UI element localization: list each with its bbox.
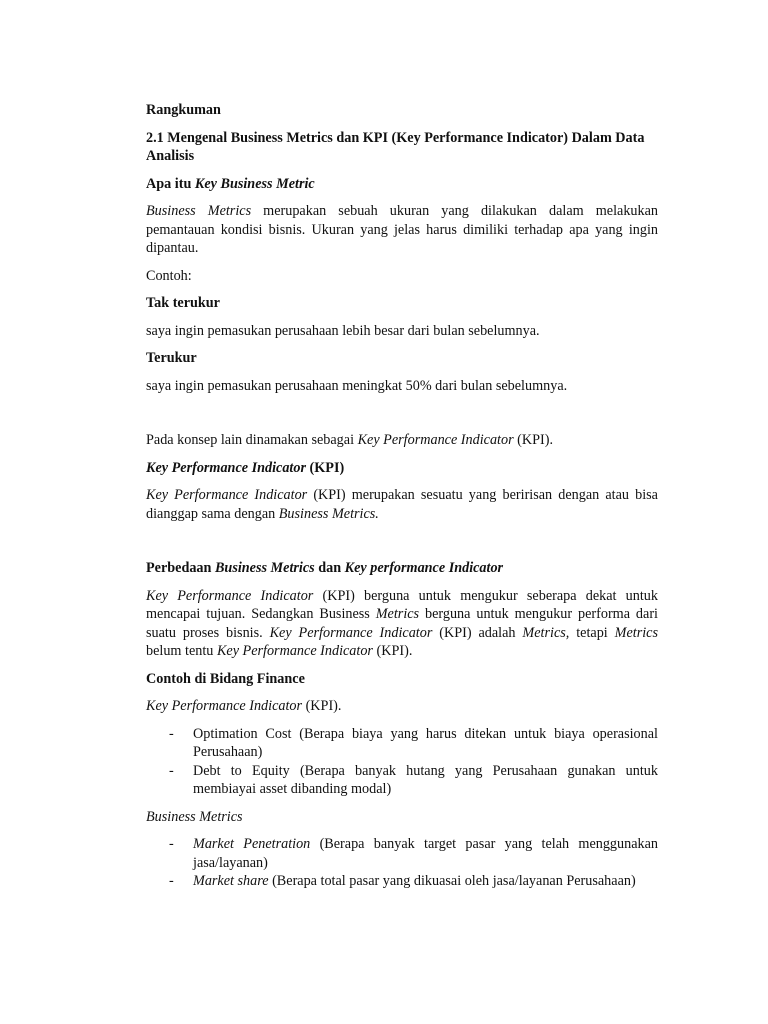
perbedaan-p-i4: Metrics, [522, 624, 570, 641]
perbedaan-p-i2: Metrics [375, 606, 420, 622]
perbedaan-p-t4: tetapi [569, 624, 615, 641]
heading-perbedaan [146, 559, 658, 578]
heading-apa-itu [146, 175, 658, 194]
list-item [146, 762, 658, 799]
heading-kpi [146, 459, 658, 478]
konsep-suffix: (KPI). [513, 432, 554, 448]
label-kpi [146, 697, 658, 716]
dash-bullet: - [169, 873, 174, 889]
business-metrics-list [146, 835, 658, 891]
heading-apa-itu-italic: Key Business Metric [194, 175, 315, 192]
heading-terukur: Terukur [146, 350, 197, 366]
list-item [146, 725, 658, 762]
paragraph-terukur: saya ingin pemasukan perusahaan meningkat 50% dari bulan sebelumnya. [146, 377, 568, 394]
definition-text: merupakan sebuah ukuran yang dilakukan dalam melakukan pemantauan kondisi bisnis. Ukuran yang jelas harus dimiliki terhadap apa yang ingin dipantau. [146, 203, 658, 256]
heading-rangkuman: Rangkuman [146, 102, 221, 118]
paragraph-tak-terukur: saya ingin pemasukan perusahaan lebih besar dari bulan sebelumnya. [146, 322, 540, 339]
perbedaan-p-t5: belum tentu [146, 643, 217, 659]
kpi-def-italic-2: Business Metrics. [278, 505, 379, 522]
perbedaan-p-t2: berguna untuk mengukur performa dari suatu proses bisnis. [146, 606, 658, 641]
perbedaan-p-t1: (KPI) berguna untuk mengukur seberapa dekat untuk mencapai tujuan. Sedangkan Business [146, 587, 658, 622]
bm-item-italic: Market share [193, 873, 269, 889]
konsep-italic: Key Performance Indicator [357, 432, 514, 448]
document-content [146, 101, 658, 891]
heading-apa-itu-prefix: Apa itu [146, 175, 195, 192]
dash-bullet: - [169, 762, 174, 779]
list-item [146, 872, 658, 891]
kpi-item-text: Debt to Equity (Berapa banyak hutang yang Perusahaan gunakan untuk membiayai asset dibanding modal) [193, 762, 658, 797]
list-item [146, 835, 658, 872]
heading-kpi-suffix: (KPI) [305, 459, 345, 476]
paragraph-business-metrics-definition [146, 202, 658, 258]
kpi-def-mid: (KPI) merupakan sesuatu yang beririsan dengan atau bisa dianggap sama dengan [146, 487, 658, 522]
label-kpi-suffix: (KPI). [302, 698, 342, 714]
label-kpi-italic: Key Performance Indicator [146, 698, 303, 714]
kpi-def-italic-1: Key Performance Indicator [146, 487, 308, 503]
dash-bullet: - [169, 836, 174, 852]
kpi-item-text: Optimation Cost (Berapa biaya yang harus ditekan untuk biaya operasional Perusahaan) [193, 725, 658, 760]
label-business-metrics: Business Metrics [146, 808, 243, 825]
perbedaan-p-i1: Key Performance Indicator [146, 587, 314, 604]
perbedaan-p-t6: (KPI). [372, 643, 413, 659]
paragraph-kpi-definition [146, 486, 658, 523]
bm-item-italic: Market Penetration [193, 836, 311, 852]
perbedaan-p-i6: Key Performance Indicator [216, 643, 373, 659]
perbedaan-p-t3: (KPI) adalah [432, 624, 523, 641]
perbedaan-i2: Key performance Indicator [344, 560, 504, 576]
term-business-metrics: Business Metrics [146, 203, 252, 219]
perbedaan-p-i5: Metrics [614, 624, 658, 641]
perbedaan-t1: Perbedaan [146, 560, 215, 576]
heading-contoh-finance: Contoh di Bidang Finance [146, 670, 305, 687]
perbedaan-p-i3: Key Performance Indicator [269, 624, 433, 641]
kpi-list [146, 725, 658, 799]
konsep-prefix: Pada konsep lain dinamakan sebagai [146, 432, 358, 448]
section-title: 2.1 Mengenal Business Metrics dan KPI (Key Performance Indicator) Dalam Data Analisis [146, 129, 645, 164]
dash-bullet: - [169, 725, 174, 742]
bm-item-text: (Berapa total pasar yang dikuasai oleh jasa/layanan Perusahaan) [268, 873, 636, 889]
paragraph-konsep-lain [146, 431, 658, 450]
perbedaan-t2: dan [314, 560, 345, 576]
paragraph-perbedaan [146, 587, 658, 661]
heading-kpi-italic: Key Performance Indicator [146, 459, 306, 476]
perbedaan-i1: Business Metrics [214, 560, 315, 576]
label-contoh: Contoh: [146, 267, 192, 284]
bm-item-text: (Berapa banyak target pasar yang telah menggunakan jasa/layanan) [193, 836, 658, 871]
heading-tak-terukur: Tak terukur [146, 295, 220, 311]
